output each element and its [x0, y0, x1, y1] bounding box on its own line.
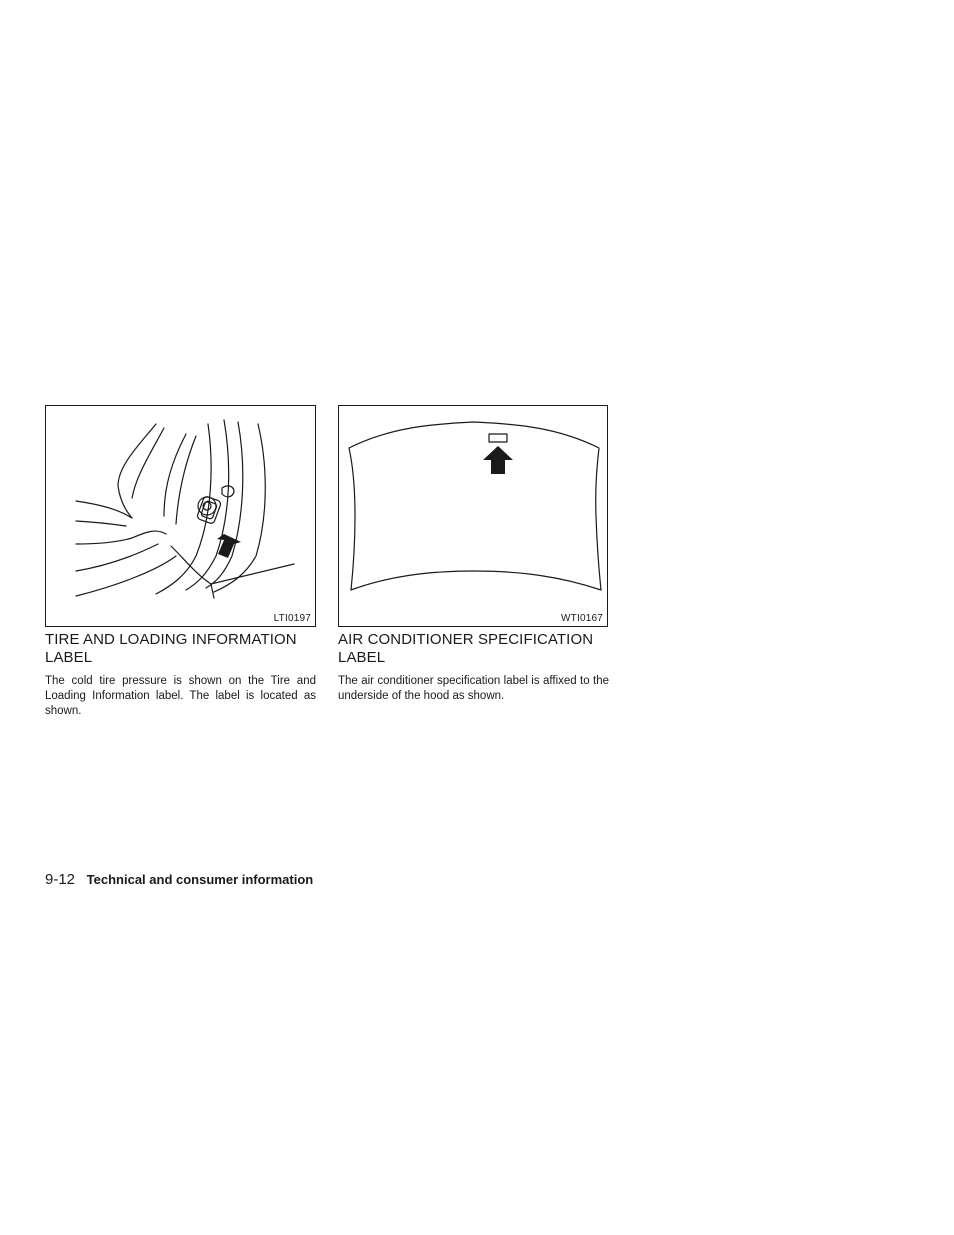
figure-code: LTI0197	[273, 613, 311, 624]
page-number: 9-12	[45, 871, 76, 888]
figure-code: WTI0167	[561, 613, 603, 624]
page-footer	[45, 871, 313, 888]
arrow-icon	[217, 534, 241, 558]
section-title: TIRE AND LOADING INFORMATION LABEL	[45, 631, 297, 666]
hood-illustration	[339, 406, 609, 628]
section-title: AIR CONDITIONER SPECIFICATION LABEL	[338, 631, 594, 666]
arrow-icon	[483, 446, 513, 474]
door-pillar-illustration	[46, 406, 317, 628]
section-body: The cold tire pressure is shown on the Tire and Loading Information label. The label is located as shown.	[45, 675, 316, 717]
ac-label-figure	[338, 405, 608, 627]
tire-label-figure	[45, 405, 316, 627]
chapter-title: Technical and consumer information	[86, 872, 314, 887]
section-body: The air conditioner specification label is affixed to the underside of the hood as shown.	[338, 675, 609, 702]
